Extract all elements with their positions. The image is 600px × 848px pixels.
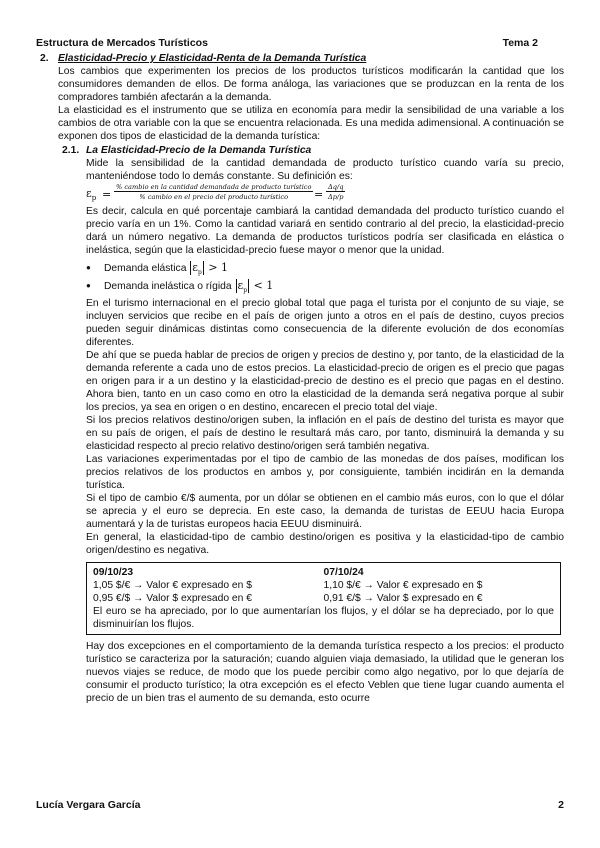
section-2-1-title: La Elasticidad-Precio de la Demanda Turística [86, 145, 312, 156]
section-2-number: 2. [40, 53, 49, 64]
final-paragraph: Hay dos excepciones en el comportamiento de la demanda turística respecto a los precios: el producto turístico se caracteriza por la saturación; cuando alguien viaja demasiado, la utilidad que le generan los nuevos viajes se reduce, de modo que los puede percibir como algo negativo, por lo que dejaría de consumir el producto turístico; la otra excepción es el efecto Veblen que tiene lugar cuando aumenta el precio de un bien tras el aumento de su demanda, esto ocurre [86, 641, 564, 704]
definition-paragraph: Mide la sensibilidad de la cantidad demandada de producto turístico cuando varía su precio, manteniéndose todo lo demás constante. Su definición es: [86, 158, 564, 182]
box-note: El euro se ha apreciado, por lo que aumentarían los flujos, y el dólar se ha depreciado, por lo que disminuirían los flujos. [93, 606, 554, 630]
section-2-title: Elasticidad-Precio y Elasticidad-Renta de la Demanda Turística [58, 53, 367, 64]
intro-paragraph-2: La elasticidad es el instrumento que se utiliza en economía para medir la sensibilidad de una variable a los cambios de otra variable con la que se encuentra relacionada. Es una medida adimensional. A continuación se exponen dos tipos de elasticidad de la demanda turística: [58, 105, 564, 142]
formula-denominator-1: % cambio en el precio del producto turístico [139, 193, 289, 201]
explain-paragraph: Es decir, calcula en qué porcentaje cambiará la cantidad demandada del producto turístico cuando el precio varía en un 1%. Como la cantidad variará en sentido contrario al del precio, la elasticidad-precio dará un número negativo. La demanda de productos turísticos podría ser clasificada en elástica o inelástica, según que la elasticidad-precio fuese mayor o menor que la unidad. [86, 206, 564, 256]
footer-author: Lucía Vergara García [36, 799, 141, 811]
body-paragraph-6: En general, la elasticidad-tipo de cambio destino/origen es positiva y la elasticidad-tipo de cambio origen/destino es negativa. [86, 532, 564, 556]
page-header [36, 37, 564, 50]
formula-equals-2: = [314, 188, 324, 201]
header-title: Estructura de Mercados Turísticos [36, 37, 208, 49]
elasticity-list [86, 259, 564, 295]
formula-numerator-2: Δq/q [328, 183, 344, 191]
box-rate-row-1 [93, 579, 554, 592]
formula-fraction-delta [326, 183, 345, 201]
page-content [36, 52, 564, 705]
list-item-inelastic [86, 277, 564, 295]
page-footer [36, 799, 564, 812]
list-item-label: Demanda elástica [104, 263, 187, 274]
abs-elasticity-expr: $\varepsilon_p < 1$ [237, 279, 274, 295]
box-rate-right-2: 0,91 €/$ → Valor $ expresado en € [323, 593, 483, 604]
formula-numerator-1: % cambio en la cantidad demandada de producto turístico [116, 183, 312, 191]
body-paragraph-1: En el turismo internacional en el precio global total que paga el turista por el conjunto de su viaje, se incluyen servicios que recibe en el país de origen junto a otros en el país de destino, cuyos precios pueden seguir dinámicas distintas como consecuencia de la diferente evolución de dos economías diferentes. [86, 298, 564, 348]
box-rate-row-2 [93, 592, 554, 605]
section-2-heading [40, 52, 564, 65]
section-2-1-heading [62, 144, 564, 157]
abs-elasticity-expr: $\varepsilon_p > 1$ [192, 261, 229, 277]
box-date-2: 07/10/24 [323, 567, 364, 578]
elasticity-formula [86, 183, 564, 205]
box-rate-left-2: 0,95 €/$ → Valor $ expresado en € [93, 593, 252, 604]
footer-page-number: 2 [558, 799, 564, 811]
box-rate-left-1: 1,05 $/€ → Valor € expresado en $ [93, 580, 252, 591]
formula-fraction-percent [114, 183, 313, 201]
formula-denominator-2: Δp/p [328, 193, 344, 201]
body-paragraph-4: Las variaciones experimentadas por el tipo de cambio de las monedas de dos países, modifican los precios relativos de los productos en ambos y, por consiguiente, también incidirán en la demanda turística. [86, 454, 564, 491]
header-topic: Tema 2 [502, 37, 538, 49]
section-2-1-number: 2.1. [62, 145, 80, 156]
list-item-elastic [86, 259, 564, 277]
list-item-label: Demanda inelástica o rígida [104, 281, 232, 292]
formula-epsilon: $\varepsilon_p$ [86, 187, 97, 203]
body-paragraph-5: Si el tipo de cambio €/$ aumenta, por un dólar se obtienen en el cambio más euros, con lo que el dólar se aprecia y el euro se deprecia. En este caso, la demanda de turistas de EEUU hacia Europa aumentará y la de turistas europeos hacia EEUU disminuirá. [86, 493, 564, 530]
formula-equals-1: = [102, 188, 112, 201]
box-date-1: 09/10/23 [93, 567, 134, 578]
exchange-rate-box [86, 562, 561, 635]
body-paragraph-3: Si los precios relativos destino/origen suben, la inflación en el país de destino del turista es mayor que en su país de origen, el país de destino le resultará más caro, por tanto, disminuirá la demanda y su elasticidad respecto al precio relativo destino/origen será también negativa. [86, 415, 564, 452]
box-rate-right-1: 1,10 $/€ → Valor € expresado en $ [323, 580, 483, 591]
body-paragraph-2: De ahí que se pueda hablar de precios de origen y precios de destino y, por tanto, de la elasticidad de la demanda referente a cada uno de estos precios. La elasticidad-precio de origen es el precio que pagas en origen para ir a un destino y la elasticidad-precio de destino es el precio que pagas en el destino. Ahora bien, tanto en un caso como en otro la elasticidad de la demanda será negativa porque al subir los precios, ya sea en origen o en destino, encarecen el precio total del viaje. [86, 350, 564, 413]
intro-paragraph-1: Los cambios que experimenten los precios de los productos turísticos modificarán la cantidad que los consumidores demanden de ellos. De forma análoga, las variaciones que se produzcan en la renta de los compradores también afectarán a la demanda. [58, 66, 564, 103]
box-date-row [93, 566, 554, 579]
